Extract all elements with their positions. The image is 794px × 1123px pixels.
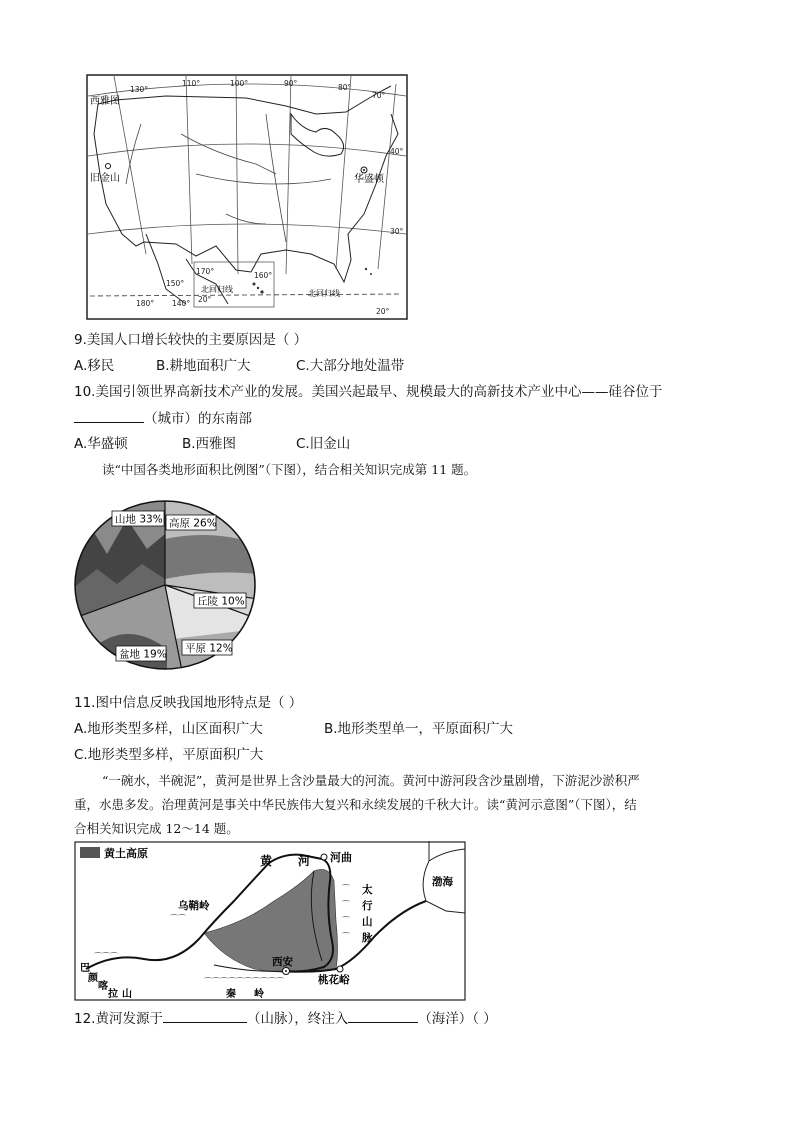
- intro-question-12-line2: 重，水患多发。治理黄河是事关中华民族伟大复兴和永续发展的千秋大计。读“黄河示意图”（下图），结: [74, 797, 637, 812]
- qinling-label-1: 秦: [226, 989, 236, 1000]
- lon-110-label: 110°: [182, 79, 201, 88]
- question-10-stem: 10.美国引领世界高新技术产业的发展。美国兴起最早、规模最大的高新技术产业中心——硅谷位于: [74, 384, 663, 400]
- washington-label: 华盛顿: [354, 174, 384, 185]
- taohuayu-label: 桃花峪: [318, 974, 350, 986]
- intro-question-12-line3: 合相关知识完成 12～14 题。: [74, 821, 239, 836]
- wushaoling-label: 乌鞘岭: [178, 900, 210, 912]
- svg-text:⌒⌒⌒: ⌒⌒⌒: [94, 952, 118, 961]
- question-10-option-c: C.旧金山: [296, 436, 351, 452]
- lat-40-label: 40°: [390, 147, 404, 156]
- bayankala-label-1: 巴: [80, 963, 90, 974]
- taihang-label-4: 脉: [362, 932, 373, 944]
- tropic-label-right: 北回归线: [308, 289, 340, 298]
- answer-blank[interactable]: [74, 408, 144, 423]
- lat-20-label: 20°: [376, 307, 390, 316]
- pie-label-basin: 盆地 19%: [119, 648, 167, 661]
- taihang-label-2: 行: [362, 900, 373, 912]
- svg-text:⌒: ⌒: [342, 900, 350, 909]
- question-9-option-a: A.移民: [74, 358, 115, 374]
- svg-text:⌒⌒⌒⌒⌒⌒⌒⌒⌒⌒: ⌒⌒⌒⌒⌒⌒⌒⌒⌒⌒: [204, 977, 284, 986]
- bayankala-label-5: 山: [122, 989, 132, 1000]
- lon-140-label: 140°: [172, 299, 191, 308]
- question-9-option-c: C.大部分地处温带: [296, 358, 405, 374]
- san-francisco-label: 旧金山: [90, 173, 120, 184]
- bayankala-label-4: 拉: [108, 989, 118, 1000]
- lon-150-label: 150°: [166, 279, 185, 288]
- question-10-option-b: B.西雅图: [182, 436, 237, 452]
- lon-130-label: 130°: [130, 85, 149, 94]
- lat-20b-label: 20°: [198, 295, 212, 304]
- lon-70-label: 70°: [372, 91, 386, 100]
- lon-160-label: 160°: [254, 271, 273, 280]
- tropic-label-left: 北回归线: [201, 285, 233, 294]
- loess-plateau-legend-swatch: [80, 847, 100, 858]
- hequ-label: 河曲: [330, 851, 352, 864]
- question-11-option-b: B.地形类型单一，平原面积广大: [324, 721, 514, 737]
- pie-label-mountain: 山地 33%: [115, 513, 163, 526]
- question-12-stem: [74, 1008, 497, 1029]
- question-10-option-a: A.华盛顿: [74, 436, 128, 452]
- lon-170-label: 170°: [196, 267, 215, 276]
- qinling-label-2: 岭: [254, 989, 264, 1000]
- lon-180-label: 180°: [136, 299, 155, 308]
- question-10-stem-2: [74, 408, 252, 429]
- svg-text:⌒: ⌒: [342, 932, 350, 941]
- yellow-river-map: [74, 841, 466, 1001]
- seattle-label: 西雅图: [90, 96, 120, 107]
- question-12-part3: （海洋）（ ）: [418, 1011, 497, 1027]
- lon-80-label: 80°: [338, 83, 352, 92]
- taihang-label-1: 太: [362, 884, 373, 896]
- lon-100-label: 100°: [230, 79, 249, 88]
- bohai-label: 渤海: [432, 876, 453, 888]
- intro-question-12-line1: “一碗水，半碗泥”，黄河是世界上含沙量最大的河流。黄河中游河段含沙量剧增，下游泥沙淤积严: [102, 773, 640, 788]
- question-11-stem: 11.图中信息反映我国地形特点是（ ）: [74, 695, 303, 711]
- pie-label-plateau: 高原 26%: [169, 517, 217, 530]
- yellow-river-label-huang: 黄: [260, 854, 273, 868]
- intro-question-11: 读“中国各类地形面积比例图”（下图），结合相关知识完成第 11 题。: [102, 462, 477, 477]
- terrain-pie-chart: [72, 499, 258, 671]
- bayankala-label-3: 喀: [98, 981, 108, 992]
- answer-blank-mountain[interactable]: [163, 1008, 247, 1023]
- svg-text:⌒: ⌒: [342, 916, 350, 925]
- pie-label-plain: 平原 12%: [185, 642, 233, 655]
- pie-label-hills: 丘陵 10%: [197, 595, 245, 608]
- question-9-option-b: B.耕地面积广大: [156, 358, 251, 374]
- svg-text:⌒: ⌒: [342, 884, 350, 893]
- question-9-stem: 9.美国人口增长较快的主要原因是（ ）: [74, 332, 308, 348]
- taihang-label-3: 山: [362, 916, 373, 928]
- svg-text:⌒⌒: ⌒⌒: [170, 914, 186, 923]
- xian-label: 西安: [272, 956, 293, 968]
- question-10-stem-2-text: （城市）的东南部: [144, 411, 252, 427]
- lat-30-label: 30°: [390, 227, 404, 236]
- question-12-part1: 12.黄河发源于: [74, 1011, 163, 1027]
- question-12-part2: （山脉），终注入: [246, 1011, 349, 1027]
- lon-90-label: 90°: [284, 79, 298, 88]
- bayankala-label-2: 颜: [88, 973, 98, 984]
- answer-blank-sea[interactable]: [348, 1008, 418, 1023]
- question-11-option-c: C.地形类型多样，平原面积广大: [74, 747, 264, 763]
- yellow-river-label-he: 河: [298, 854, 311, 868]
- legend-label: 黄土高原: [104, 847, 148, 860]
- question-11-option-a: A.地形类型多样，山区面积广大: [74, 721, 263, 737]
- usa-map: [86, 74, 408, 320]
